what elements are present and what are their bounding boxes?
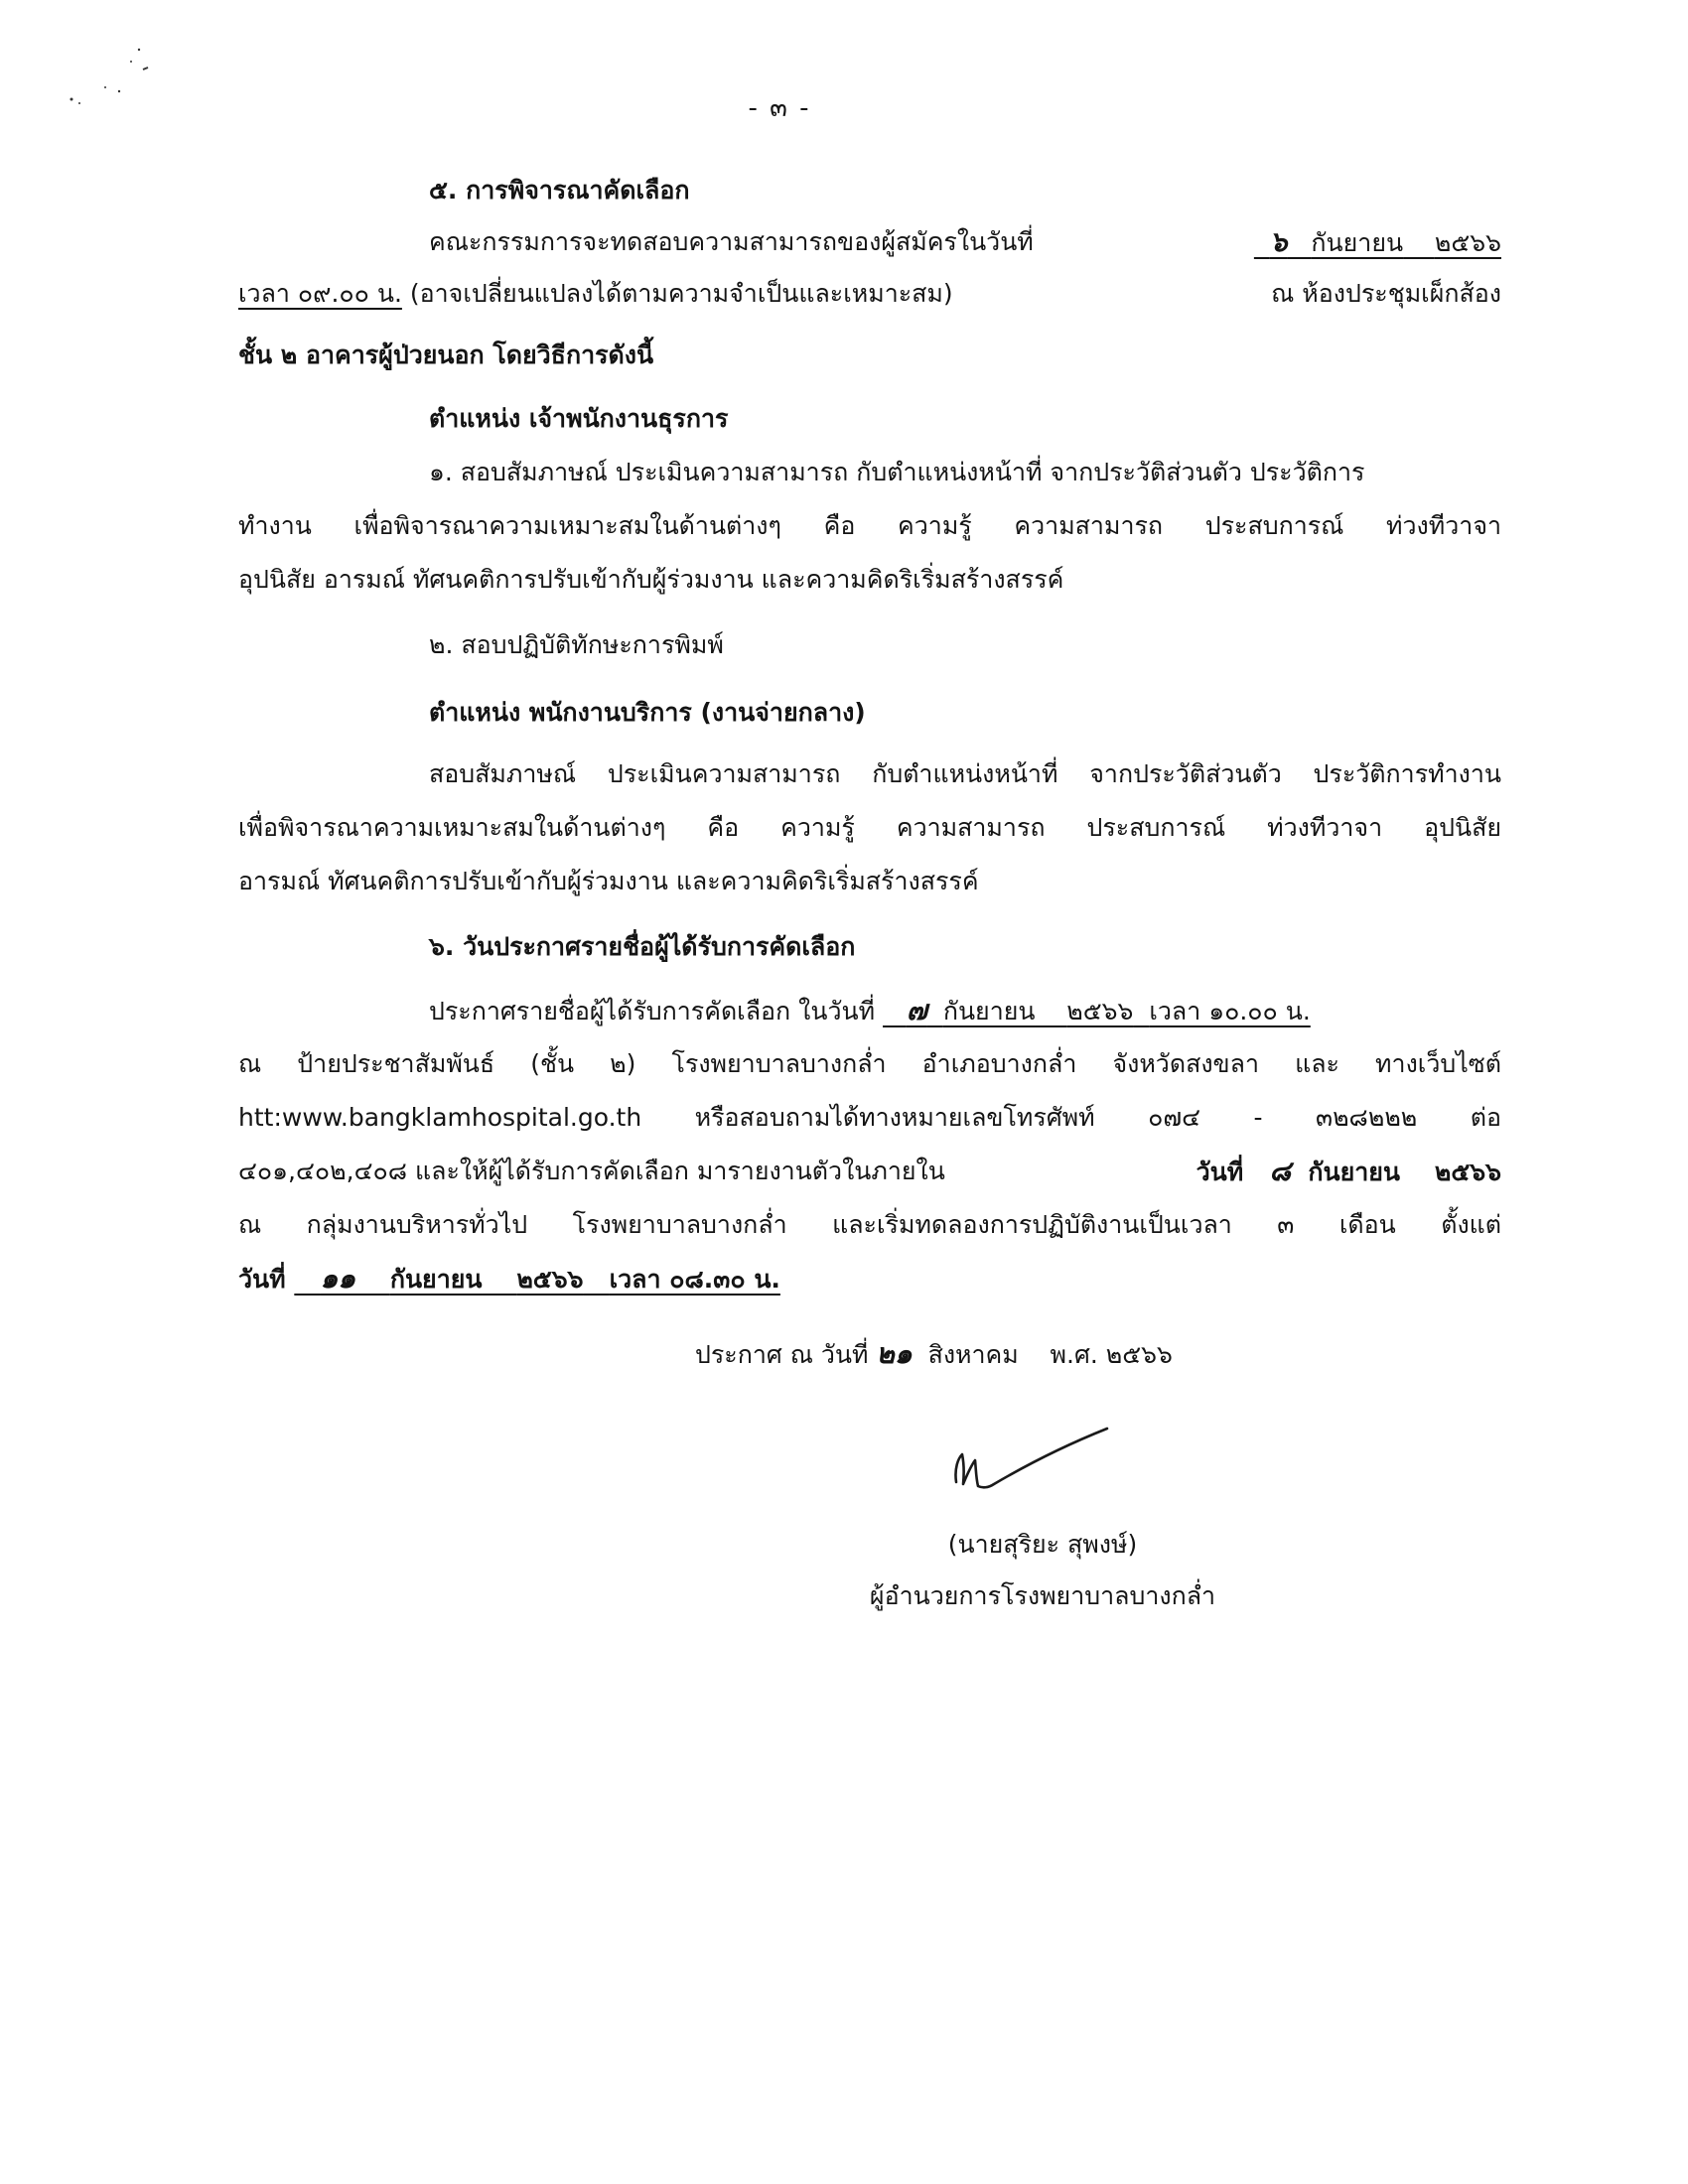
section6-line6 [238,1261,780,1297]
page-number: - ๓ - [748,93,811,123]
start-date [294,1262,780,1295]
para1-note: (อาจเปลี่ยนแปลงได้ตามความจำเป็นและเหมาะสม) [409,279,953,308]
test-venue: ณ ห้องประชุมเผ็กส้อง [1271,279,1501,308]
report-date-day: ๘ [1269,1155,1291,1187]
section6-line2: ณ ป้ายประชาสัมพันธ์ (ชั้น ๒) โรงพยาบาลบางกล่ำ อำเภอบางกล่ำ จังหวัดสงขลา และ ทางเว็บไซต์ [238,1049,1501,1078]
signer-title: ผู้อำนวยการโรงพยาบาลบางกล่ำ [869,1581,1216,1610]
start-date-label: วันที่ [238,1265,286,1294]
test-date-day: ๖ [1269,225,1288,258]
result-date-year: ๒๕๖๖ [1066,997,1134,1025]
test-date [1254,224,1501,261]
position2-line2: เพื่อพิจารณาความเหมาะสมในด้านต่างๆ คือ ความรู้ ความสามารถ ประสบการณ์ ท่วงทีวาจา อุปนิสัย [238,813,1501,842]
section5-para1-line2 [238,276,1501,312]
section5-para1-line3: ชั้น ๒ อาคารผู้ป่วยนอก โดยวิธีการดังนี้ [238,341,654,369]
signer-name: (นายสุริยะ สุพงษ์) [947,1530,1138,1559]
result-date-time: เวลา ๑๐.๐๐ น. [1149,997,1311,1025]
position2-line1: สอบสัมภาษณ์ ประเมินความสามารถ กับตำแหน่งหน้าที่ จากประวัติส่วนตัว ประวัติการทำงาน [429,759,1501,788]
result-date-month: กันยายน [942,997,1036,1025]
announcement-prefix: ประกาศ ณ วันที่ [695,1340,869,1369]
start-date-day: ๑๑ [320,1262,355,1295]
position1-item1-line3: อุปนิสัย อารมณ์ ทัศนคติการปรับเข้ากับผู้ร่วมงาน และความคิดริเริ่มสร้างสรรค์ [238,565,1064,594]
section6-line3: htt:www.bangklamhospital.go.th หรือสอบถามได้ทางหมายเลขโทรศัพท์ ๐๗๔ - ๓๒๘๒๒๒ ต่อ [238,1103,1501,1132]
start-date-month: กันยายน [389,1265,483,1294]
para1-text: คณะกรรมการจะทดสอบความสามารถของผู้สมัครในวันที่ [429,227,1034,256]
report-date-label: วันที่ [1196,1158,1244,1186]
section5-para1-line1 [429,224,1501,261]
report-date [1196,1154,1501,1190]
section6-line4-text: ๔๐๑,๔๐๒,๔๐๘ และให้ผู้ได้รับการคัดเลือก มารายงานตัวในภายใน [238,1157,945,1185]
section6-heading: ๖. วันประกาศรายชื่อผู้ได้รับการคัดเลือก [429,932,856,961]
position1-item1-text1: ๑. สอบสัมภาษณ์ ประเมินความสามารถ กับตำแหน่งหน้าที่ จากประวัติส่วนตัว ประวัติการ [429,458,1365,486]
test-date-month: กันยายน [1311,228,1404,257]
section6-line1 [429,993,1311,1029]
section6-line1-text: ประกาศรายชื่อผู้ได้รับการคัดเลือก ในวันที่ [429,997,876,1025]
test-time: เวลา ๐๙.๐๐ น. [238,279,402,308]
report-date-year: ๒๕๖๖ [1434,1158,1501,1186]
test-date-year: ๒๕๖๖ [1434,228,1501,257]
announcement-date [695,1336,1173,1373]
section6-line4 [238,1154,1501,1190]
result-date-day: ๗ [906,994,927,1026]
announcement-day: ๒๑ [876,1337,913,1370]
start-date-year: ๒๕๖๖ [516,1265,584,1294]
section5-heading: ๕. การพิจารณาคัดเลือก [429,176,690,205]
start-date-time: เวลา ๐๘.๓๐ น. [609,1265,780,1294]
announcement-month: สิงหาคม [927,1340,1019,1369]
position1-item2: ๒. สอบปฏิบัติทักษะการพิมพ์ [429,630,724,659]
section6-line5: ณ กลุ่มงานบริหารทั่วไป โรงพยาบาลบางกล่ำ และเริ่มทดลองการปฏิบัติงานเป็นเวลา ๓ เดือน ตั้งแต่ [238,1210,1501,1239]
signature [948,1425,1117,1504]
announce-result-date [883,994,1311,1026]
position1-item1-line2: ทำงาน เพื่อพิจารณาความเหมาะสมในด้านต่างๆ คือ ความรู้ ความสามารถ ประสบการณ์ ท่วงทีวาจา [238,511,1501,540]
report-date-month: กันยายน [1308,1158,1401,1186]
position2-title: ตำแหน่ง พนักงานบริการ (งานจ่ายกลาง) [429,698,866,727]
position1-title: ตำแหน่ง เจ้าพนักงานธุรการ [429,404,729,433]
announcement-year: พ.ศ. ๒๕๖๖ [1050,1340,1173,1369]
position1-item1-line1 [429,455,1501,490]
position2-line3: อารมณ์ ทัศนคติการปรับเข้ากับผู้ร่วมงาน และความคิดริเริ่มสร้างสรรค์ [238,867,979,895]
